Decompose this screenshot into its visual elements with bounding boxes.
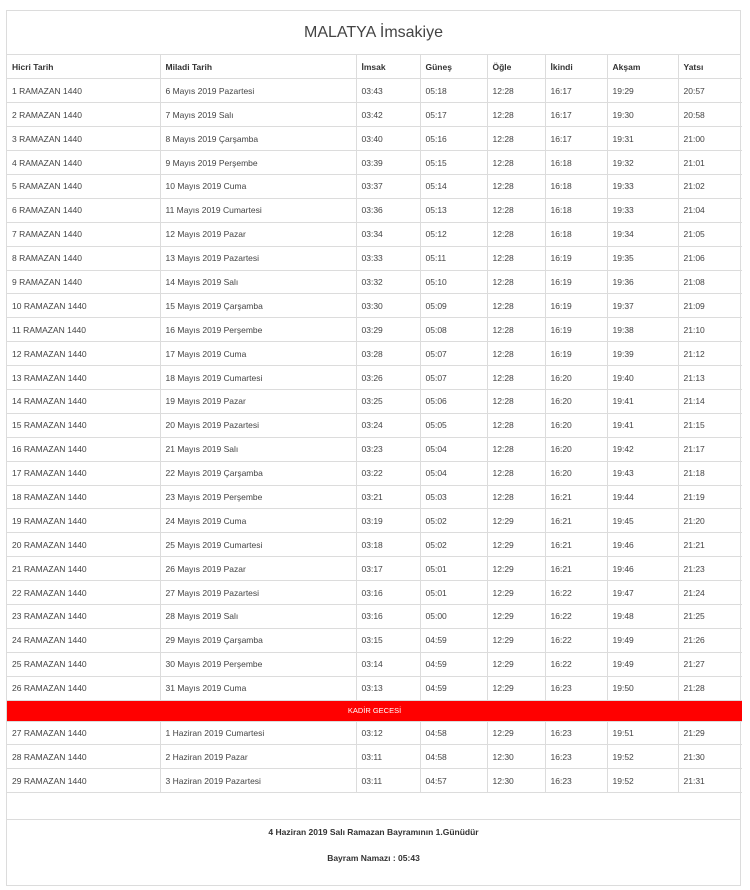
cell-gunes: 05:10 — [420, 270, 487, 294]
header-imsak: İmsak — [356, 55, 420, 79]
cell-ogle: 12:28 — [487, 151, 545, 175]
cell-ogle: 12:29 — [487, 533, 545, 557]
cell-miladi-tarih: 29 Mayıs 2019 Çarşamba — [160, 628, 356, 652]
cell-gunes: 05:05 — [420, 413, 487, 437]
imsakiye-table — [7, 55, 742, 793]
cell-hicri-tarih: 17 RAMAZAN 1440 — [7, 461, 160, 485]
cell-yatsi: 21:31 — [678, 769, 742, 793]
cell-hicri-tarih: 11 RAMAZAN 1440 — [7, 318, 160, 342]
cell-aksam: 19:52 — [607, 745, 678, 769]
cell-aksam: 19:33 — [607, 198, 678, 222]
cell-gunes: 04:59 — [420, 652, 487, 676]
cell-hicri-tarih: 16 RAMAZAN 1440 — [7, 437, 160, 461]
cell-ikindi: 16:23 — [545, 721, 607, 745]
cell-hicri-tarih: 2 RAMAZAN 1440 — [7, 103, 160, 127]
table-row — [7, 79, 742, 103]
cell-aksam: 19:39 — [607, 342, 678, 366]
cell-ogle: 12:28 — [487, 485, 545, 509]
cell-aksam: 19:46 — [607, 533, 678, 557]
cell-gunes: 05:01 — [420, 581, 487, 605]
cell-miladi-tarih: 31 Mayıs 2019 Cuma — [160, 676, 356, 700]
cell-imsak: 03:24 — [356, 413, 420, 437]
cell-ogle: 12:30 — [487, 745, 545, 769]
table-row — [7, 721, 742, 745]
cell-miladi-tarih: 27 Mayıs 2019 Pazartesi — [160, 581, 356, 605]
bayram-namazi-text: Bayram Namazı : 05:43 — [327, 853, 420, 863]
cell-miladi-tarih: 22 Mayıs 2019 Çarşamba — [160, 461, 356, 485]
cell-aksam: 19:31 — [607, 127, 678, 151]
table-row — [7, 509, 742, 533]
cell-imsak: 03:33 — [356, 246, 420, 270]
cell-miladi-tarih: 1 Haziran 2019 Cumartesi — [160, 721, 356, 745]
table-row — [7, 103, 742, 127]
table-row — [7, 413, 742, 437]
table-row — [7, 676, 742, 700]
cell-yatsi: 21:23 — [678, 557, 742, 581]
cell-yatsi: 21:29 — [678, 721, 742, 745]
cell-gunes: 05:09 — [420, 294, 487, 318]
table-row — [7, 604, 742, 628]
cell-hicri-tarih: 7 RAMAZAN 1440 — [7, 222, 160, 246]
table-row — [7, 222, 742, 246]
table-row — [7, 151, 742, 175]
cell-imsak: 03:23 — [356, 437, 420, 461]
cell-gunes: 05:01 — [420, 557, 487, 581]
cell-aksam: 19:30 — [607, 103, 678, 127]
kadir-gecesi-label: KADİR GECESİ — [7, 700, 742, 721]
cell-gunes: 05:16 — [420, 127, 487, 151]
cell-hicri-tarih: 9 RAMAZAN 1440 — [7, 270, 160, 294]
cell-hicri-tarih: 10 RAMAZAN 1440 — [7, 294, 160, 318]
cell-ikindi: 16:21 — [545, 509, 607, 533]
table-row — [7, 769, 742, 793]
table-row — [7, 246, 742, 270]
cell-miladi-tarih: 28 Mayıs 2019 Salı — [160, 604, 356, 628]
cell-miladi-tarih: 7 Mayıs 2019 Salı — [160, 103, 356, 127]
cell-miladi-tarih: 10 Mayıs 2019 Cuma — [160, 174, 356, 198]
cell-ikindi: 16:19 — [545, 246, 607, 270]
cell-ikindi: 16:19 — [545, 294, 607, 318]
cell-yatsi: 21:26 — [678, 628, 742, 652]
cell-ikindi: 16:17 — [545, 103, 607, 127]
cell-yatsi: 20:58 — [678, 103, 742, 127]
table-row — [7, 174, 742, 198]
cell-ikindi: 16:21 — [545, 533, 607, 557]
cell-imsak: 03:16 — [356, 604, 420, 628]
cell-yatsi: 21:15 — [678, 413, 742, 437]
cell-yatsi: 21:18 — [678, 461, 742, 485]
cell-hicri-tarih: 15 RAMAZAN 1440 — [7, 413, 160, 437]
cell-ikindi: 16:18 — [545, 151, 607, 175]
table-row — [7, 652, 742, 676]
cell-imsak: 03:40 — [356, 127, 420, 151]
cell-gunes: 05:08 — [420, 318, 487, 342]
cell-hicri-tarih: 28 RAMAZAN 1440 — [7, 745, 160, 769]
cell-yatsi: 21:02 — [678, 174, 742, 198]
cell-ikindi: 16:18 — [545, 174, 607, 198]
header-hicri-tarih: Hicri Tarih — [7, 55, 160, 79]
cell-yatsi: 21:20 — [678, 509, 742, 533]
cell-aksam: 19:44 — [607, 485, 678, 509]
cell-miladi-tarih: 20 Mayıs 2019 Pazartesi — [160, 413, 356, 437]
cell-yatsi: 21:00 — [678, 127, 742, 151]
cell-hicri-tarih: 24 RAMAZAN 1440 — [7, 628, 160, 652]
cell-ikindi: 16:20 — [545, 413, 607, 437]
cell-aksam: 19:45 — [607, 509, 678, 533]
cell-hicri-tarih: 27 RAMAZAN 1440 — [7, 721, 160, 745]
cell-ogle: 12:29 — [487, 721, 545, 745]
cell-hicri-tarih: 18 RAMAZAN 1440 — [7, 485, 160, 509]
cell-gunes: 05:12 — [420, 222, 487, 246]
cell-yatsi: 21:06 — [678, 246, 742, 270]
cell-ogle: 12:29 — [487, 676, 545, 700]
cell-imsak: 03:30 — [356, 294, 420, 318]
cell-gunes: 04:59 — [420, 628, 487, 652]
cell-aksam: 19:37 — [607, 294, 678, 318]
cell-ogle: 12:28 — [487, 389, 545, 413]
cell-ogle: 12:28 — [487, 342, 545, 366]
cell-aksam: 19:52 — [607, 769, 678, 793]
cell-ogle: 12:28 — [487, 222, 545, 246]
cell-ikindi: 16:21 — [545, 557, 607, 581]
cell-imsak: 03:36 — [356, 198, 420, 222]
cell-hicri-tarih: 19 RAMAZAN 1440 — [7, 509, 160, 533]
cell-imsak: 03:12 — [356, 721, 420, 745]
cell-imsak: 03:11 — [356, 769, 420, 793]
cell-aksam: 19:32 — [607, 151, 678, 175]
cell-gunes: 04:59 — [420, 676, 487, 700]
cell-yatsi: 21:28 — [678, 676, 742, 700]
cell-ogle: 12:28 — [487, 174, 545, 198]
cell-gunes: 05:02 — [420, 533, 487, 557]
table-row — [7, 198, 742, 222]
cell-ogle: 12:28 — [487, 127, 545, 151]
cell-ikindi: 16:21 — [545, 485, 607, 509]
table-row — [7, 745, 742, 769]
cell-gunes: 05:00 — [420, 604, 487, 628]
cell-hicri-tarih: 29 RAMAZAN 1440 — [7, 769, 160, 793]
cell-imsak: 03:22 — [356, 461, 420, 485]
cell-imsak: 03:28 — [356, 342, 420, 366]
cell-gunes: 05:07 — [420, 342, 487, 366]
cell-miladi-tarih: 16 Mayıs 2019 Perşembe — [160, 318, 356, 342]
cell-miladi-tarih: 25 Mayıs 2019 Cumartesi — [160, 533, 356, 557]
cell-ogle: 12:28 — [487, 246, 545, 270]
table-row — [7, 557, 742, 581]
cell-ogle: 12:28 — [487, 366, 545, 390]
cell-ikindi: 16:20 — [545, 437, 607, 461]
cell-hicri-tarih: 22 RAMAZAN 1440 — [7, 581, 160, 605]
cell-imsak: 03:16 — [356, 581, 420, 605]
cell-ikindi: 16:20 — [545, 366, 607, 390]
cell-ogle: 12:28 — [487, 270, 545, 294]
cell-yatsi: 21:25 — [678, 604, 742, 628]
table-row — [7, 533, 742, 557]
header-gunes: Güneş — [420, 55, 487, 79]
cell-miladi-tarih: 26 Mayıs 2019 Pazar — [160, 557, 356, 581]
cell-yatsi: 21:05 — [678, 222, 742, 246]
cell-imsak: 03:15 — [356, 628, 420, 652]
cell-miladi-tarih: 8 Mayıs 2019 Çarşamba — [160, 127, 356, 151]
cell-ikindi: 16:23 — [545, 745, 607, 769]
cell-hicri-tarih: 25 RAMAZAN 1440 — [7, 652, 160, 676]
cell-miladi-tarih: 6 Mayıs 2019 Pazartesi — [160, 79, 356, 103]
table-row — [7, 485, 742, 509]
cell-imsak: 03:21 — [356, 485, 420, 509]
cell-ikindi: 16:23 — [545, 769, 607, 793]
header-miladi-tarih: Miladi Tarih — [160, 55, 356, 79]
cell-miladi-tarih: 15 Mayıs 2019 Çarşamba — [160, 294, 356, 318]
cell-miladi-tarih: 21 Mayıs 2019 Salı — [160, 437, 356, 461]
cell-ikindi: 16:19 — [545, 270, 607, 294]
cell-gunes: 05:17 — [420, 103, 487, 127]
cell-imsak: 03:14 — [356, 652, 420, 676]
cell-hicri-tarih: 5 RAMAZAN 1440 — [7, 174, 160, 198]
cell-yatsi: 21:09 — [678, 294, 742, 318]
cell-ogle: 12:30 — [487, 769, 545, 793]
cell-ikindi: 16:18 — [545, 198, 607, 222]
cell-miladi-tarih: 11 Mayıs 2019 Cumartesi — [160, 198, 356, 222]
cell-ogle: 12:28 — [487, 294, 545, 318]
cell-gunes: 05:13 — [420, 198, 487, 222]
cell-ogle: 12:29 — [487, 604, 545, 628]
cell-ogle: 12:28 — [487, 318, 545, 342]
header-ogle: Öğle — [487, 55, 545, 79]
table-row — [7, 461, 742, 485]
cell-hicri-tarih: 21 RAMAZAN 1440 — [7, 557, 160, 581]
cell-gunes: 04:58 — [420, 745, 487, 769]
cell-miladi-tarih: 17 Mayıs 2019 Cuma — [160, 342, 356, 366]
cell-yatsi: 21:04 — [678, 198, 742, 222]
cell-yatsi: 21:12 — [678, 342, 742, 366]
cell-hicri-tarih: 4 RAMAZAN 1440 — [7, 151, 160, 175]
cell-ikindi: 16:20 — [545, 461, 607, 485]
cell-aksam: 19:46 — [607, 557, 678, 581]
table-row — [7, 127, 742, 151]
cell-ogle: 12:28 — [487, 413, 545, 437]
cell-imsak: 03:39 — [356, 151, 420, 175]
cell-aksam: 19:40 — [607, 366, 678, 390]
cell-yatsi: 21:19 — [678, 485, 742, 509]
cell-gunes: 05:15 — [420, 151, 487, 175]
cell-aksam: 19:49 — [607, 652, 678, 676]
cell-yatsi: 21:24 — [678, 581, 742, 605]
table-row — [7, 342, 742, 366]
cell-aksam: 19:50 — [607, 676, 678, 700]
cell-hicri-tarih: 20 RAMAZAN 1440 — [7, 533, 160, 557]
cell-yatsi: 21:10 — [678, 318, 742, 342]
cell-aksam: 19:48 — [607, 604, 678, 628]
cell-aksam: 19:35 — [607, 246, 678, 270]
cell-gunes: 05:03 — [420, 485, 487, 509]
cell-ikindi: 16:22 — [545, 628, 607, 652]
cell-gunes: 04:57 — [420, 769, 487, 793]
cell-gunes: 05:02 — [420, 509, 487, 533]
cell-ogle: 12:29 — [487, 557, 545, 581]
cell-yatsi: 21:21 — [678, 533, 742, 557]
cell-aksam: 19:47 — [607, 581, 678, 605]
cell-ogle: 12:28 — [487, 437, 545, 461]
cell-miladi-tarih: 9 Mayıs 2019 Perşembe — [160, 151, 356, 175]
cell-imsak: 03:32 — [356, 270, 420, 294]
table-row — [7, 318, 742, 342]
cell-gunes: 05:06 — [420, 389, 487, 413]
cell-miladi-tarih: 13 Mayıs 2019 Pazartesi — [160, 246, 356, 270]
table-row — [7, 628, 742, 652]
cell-miladi-tarih: 14 Mayıs 2019 Salı — [160, 270, 356, 294]
cell-hicri-tarih: 3 RAMAZAN 1440 — [7, 127, 160, 151]
cell-aksam: 19:51 — [607, 721, 678, 745]
cell-imsak: 03:18 — [356, 533, 420, 557]
cell-aksam: 19:41 — [607, 389, 678, 413]
cell-ikindi: 16:23 — [545, 676, 607, 700]
bayram-date-text: 4 Haziran 2019 Salı Ramazan Bayramının 1.Günüdür — [268, 827, 479, 837]
cell-imsak: 03:29 — [356, 318, 420, 342]
cell-ikindi: 16:18 — [545, 222, 607, 246]
rows-before-kadir — [7, 79, 742, 700]
cell-aksam: 19:38 — [607, 318, 678, 342]
table-row — [7, 366, 742, 390]
cell-miladi-tarih: 24 Mayıs 2019 Cuma — [160, 509, 356, 533]
cell-hicri-tarih: 1 RAMAZAN 1440 — [7, 79, 160, 103]
cell-aksam: 19:49 — [607, 628, 678, 652]
cell-yatsi: 21:17 — [678, 437, 742, 461]
cell-imsak: 03:37 — [356, 174, 420, 198]
cell-ikindi: 16:20 — [545, 389, 607, 413]
cell-ikindi: 16:22 — [545, 604, 607, 628]
kadir-gecesi-row — [7, 700, 742, 721]
cell-yatsi: 21:08 — [678, 270, 742, 294]
cell-miladi-tarih: 3 Haziran 2019 Pazartesi — [160, 769, 356, 793]
cell-miladi-tarih: 12 Mayıs 2019 Pazar — [160, 222, 356, 246]
cell-aksam: 19:29 — [607, 79, 678, 103]
cell-imsak: 03:17 — [356, 557, 420, 581]
cell-yatsi: 20:57 — [678, 79, 742, 103]
cell-ogle: 12:29 — [487, 509, 545, 533]
cell-gunes: 05:04 — [420, 437, 487, 461]
cell-ogle: 12:29 — [487, 628, 545, 652]
cell-ikindi: 16:22 — [545, 581, 607, 605]
cell-yatsi: 21:14 — [678, 389, 742, 413]
cell-hicri-tarih: 23 RAMAZAN 1440 — [7, 604, 160, 628]
cell-aksam: 19:43 — [607, 461, 678, 485]
table-row — [7, 581, 742, 605]
cell-miladi-tarih: 2 Haziran 2019 Pazar — [160, 745, 356, 769]
cell-hicri-tarih: 12 RAMAZAN 1440 — [7, 342, 160, 366]
header-ikindi: İkindi — [545, 55, 607, 79]
cell-imsak: 03:19 — [356, 509, 420, 533]
cell-imsak: 03:34 — [356, 222, 420, 246]
cell-gunes: 05:11 — [420, 246, 487, 270]
cell-ikindi: 16:17 — [545, 79, 607, 103]
cell-aksam: 19:41 — [607, 413, 678, 437]
cell-aksam: 19:34 — [607, 222, 678, 246]
cell-gunes: 05:07 — [420, 366, 487, 390]
cell-ogle: 12:29 — [487, 652, 545, 676]
page-title: MALATYA İmsakiye — [7, 11, 740, 55]
cell-imsak: 03:26 — [356, 366, 420, 390]
cell-ogle: 12:28 — [487, 79, 545, 103]
rows-after-kadir — [7, 721, 742, 793]
cell-imsak: 03:43 — [356, 79, 420, 103]
cell-ogle: 12:28 — [487, 103, 545, 127]
cell-gunes: 05:18 — [420, 79, 487, 103]
cell-hicri-tarih: 6 RAMAZAN 1440 — [7, 198, 160, 222]
table-row — [7, 270, 742, 294]
cell-miladi-tarih: 19 Mayıs 2019 Pazar — [160, 389, 356, 413]
cell-imsak: 03:13 — [356, 676, 420, 700]
cell-miladi-tarih: 18 Mayıs 2019 Cumartesi — [160, 366, 356, 390]
cell-ikindi: 16:19 — [545, 318, 607, 342]
cell-gunes: 04:58 — [420, 721, 487, 745]
cell-ogle: 12:29 — [487, 581, 545, 605]
cell-hicri-tarih: 14 RAMAZAN 1440 — [7, 389, 160, 413]
cell-yatsi: 21:13 — [678, 366, 742, 390]
table-row — [7, 389, 742, 413]
cell-miladi-tarih: 23 Mayıs 2019 Perşembe — [160, 485, 356, 509]
cell-aksam: 19:36 — [607, 270, 678, 294]
cell-hicri-tarih: 26 RAMAZAN 1440 — [7, 676, 160, 700]
header-yatsi: Yatsı — [678, 55, 742, 79]
cell-ogle: 12:28 — [487, 198, 545, 222]
cell-yatsi: 21:30 — [678, 745, 742, 769]
cell-ogle: 12:28 — [487, 461, 545, 485]
cell-hicri-tarih: 8 RAMAZAN 1440 — [7, 246, 160, 270]
cell-gunes: 05:04 — [420, 461, 487, 485]
table-row — [7, 437, 742, 461]
cell-imsak: 03:25 — [356, 389, 420, 413]
cell-gunes: 05:14 — [420, 174, 487, 198]
cell-miladi-tarih: 30 Mayıs 2019 Perşembe — [160, 652, 356, 676]
table-row — [7, 294, 742, 318]
cell-ikindi: 16:22 — [545, 652, 607, 676]
cell-hicri-tarih: 13 RAMAZAN 1440 — [7, 366, 160, 390]
cell-imsak: 03:11 — [356, 745, 420, 769]
bayram-info — [7, 819, 740, 886]
cell-yatsi: 21:01 — [678, 151, 742, 175]
imsakiye-panel — [6, 10, 741, 886]
cell-ikindi: 16:17 — [545, 127, 607, 151]
cell-aksam: 19:42 — [607, 437, 678, 461]
cell-yatsi: 21:27 — [678, 652, 742, 676]
cell-aksam: 19:33 — [607, 174, 678, 198]
table-header-row — [7, 55, 742, 79]
cell-ikindi: 16:19 — [545, 342, 607, 366]
cell-imsak: 03:42 — [356, 103, 420, 127]
header-aksam: Akşam — [607, 55, 678, 79]
